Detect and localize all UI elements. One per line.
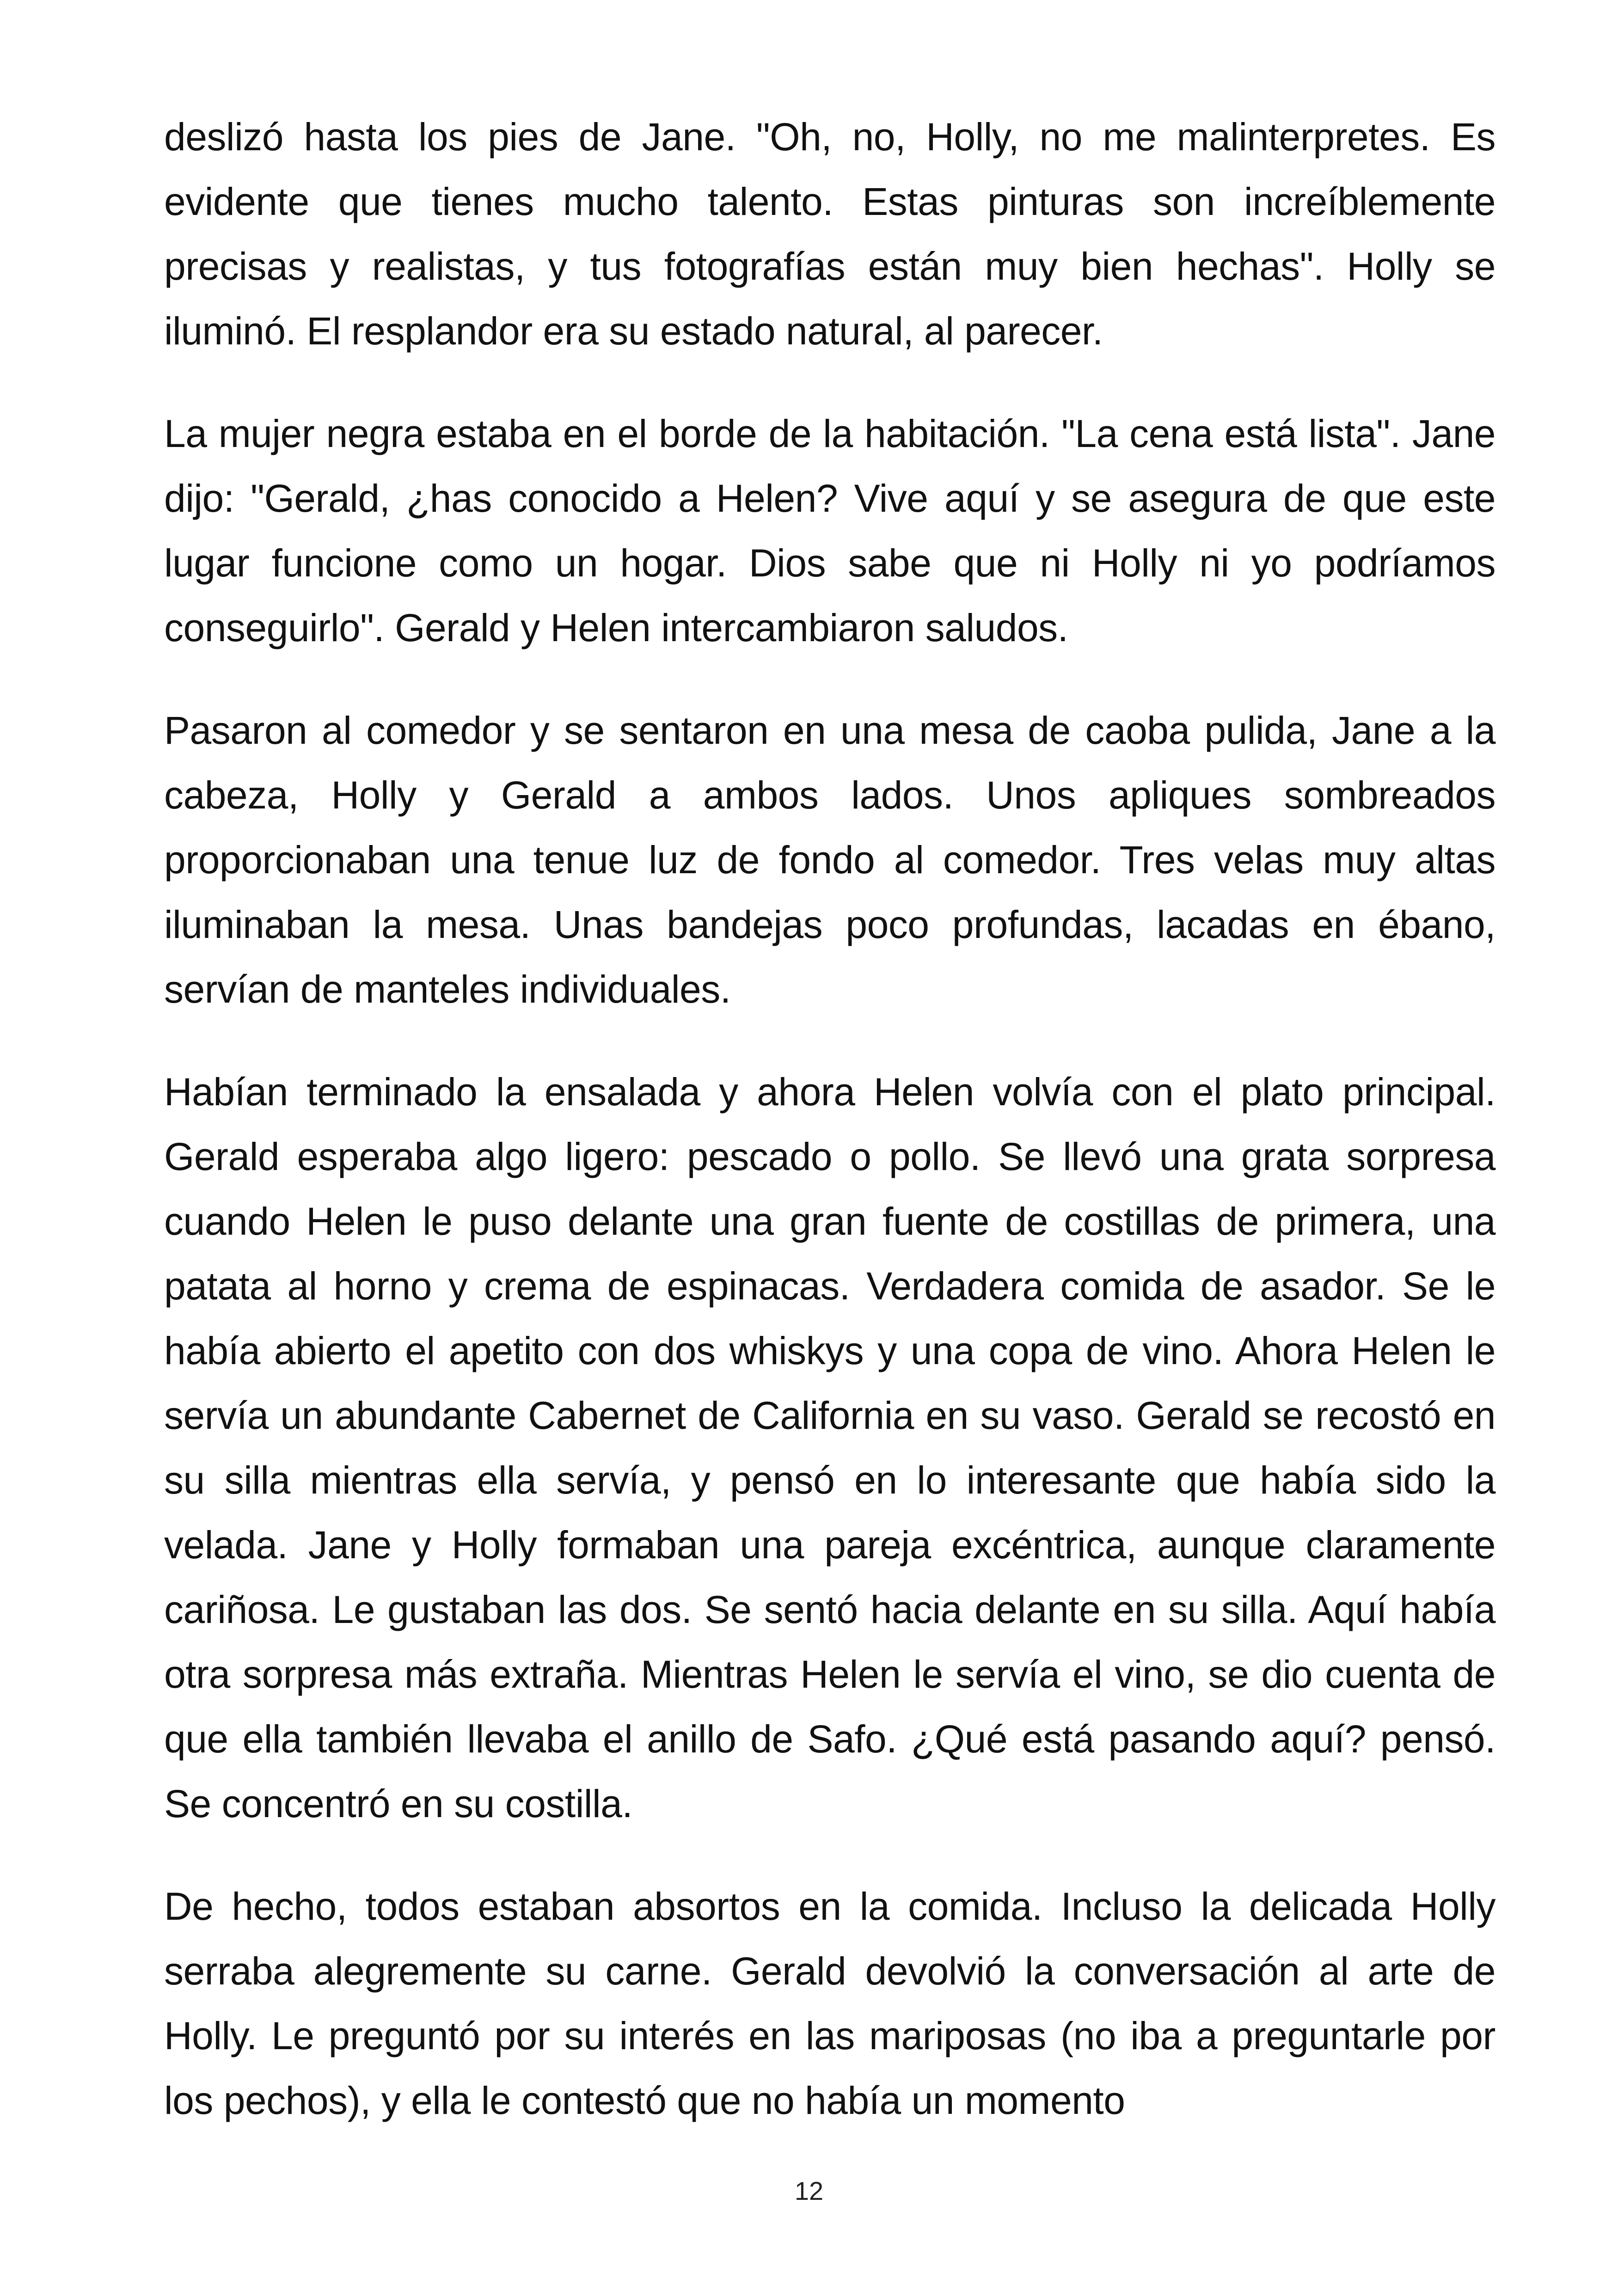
paragraph-3: Pasaron al comedor y se sentaron en una mesa de caoba pulida, Jane a la cabeza, Holly y Gerald a ambos lados. Unos apliques sombreados proporcionaban una tenue luz de fondo al comedor. Tres velas muy altas iluminaban la mesa. Unas bandejas poco profundas, lacadas en ébano, servían de manteles individuales. [164,709,1495,1011]
paragraph-4: Habían terminado la ensalada y ahora Helen volvía con el plato principal. Gerald esperaba algo ligero: pescado o pollo. Se llevó una grata sorpresa cuando Helen le puso delante una gran fuente de costillas de primera, una patata al horno y crema de espinacas. Verdadera comida de asador. Se le había abierto el apetito con dos whiskys y una copa de vino. Ahora Helen le servía un abundante Cabernet de California en su vaso. Gerald se recostó en su silla mientras ella servía, y pensó en lo interesante que había sido la velada. Jane y Holly formaban una pareja excéntrica, aunque claramente cariñosa. Le gustaban las dos. Se sentó hacia delante en su silla. Aquí había otra sorpresa más extraña. Mientras Helen le servía el vino, se dio cuenta de que ella también llevaba el anillo de Safo. ¿Qué está pasando aquí? pensó. Se concentró en su costilla. [164,1070,1495,1825]
paragraph-5: De hecho, todos estaban absortos en la comida. Incluso la delicada Holly serraba alegremente su carne. Gerald devolvió la conversación al arte de Holly. Le preguntó por su interés en las mariposas (no iba a preguntarle por los pechos), y ella le contestó que no había un momento [164,1885,1495,2122]
paragraph-2: La mujer negra estaba en el borde de la habitación. "La cena está lista". Jane dijo: "Gerald, ¿has conocido a Helen? Vive aquí y se asegura de que este lugar funcione como un hogar. Dios sabe que ni Holly ni yo podríamos conseguirlo". Gerald y Helen intercambiaron saludos. [164,412,1495,649]
document-page [164,104,1495,2171]
page-number: 12 [794,2176,824,2205]
paragraph-1: deslizó hasta los pies de Jane. "Oh, no, Holly, no me malinterpretes. Es evidente que tienes mucho talento. Estas pinturas son increíblemente precisas y realistas, y tus fotografías están muy bien hechas". Holly se iluminó. El resplandor era su estado natural, al parecer. [164,115,1495,353]
